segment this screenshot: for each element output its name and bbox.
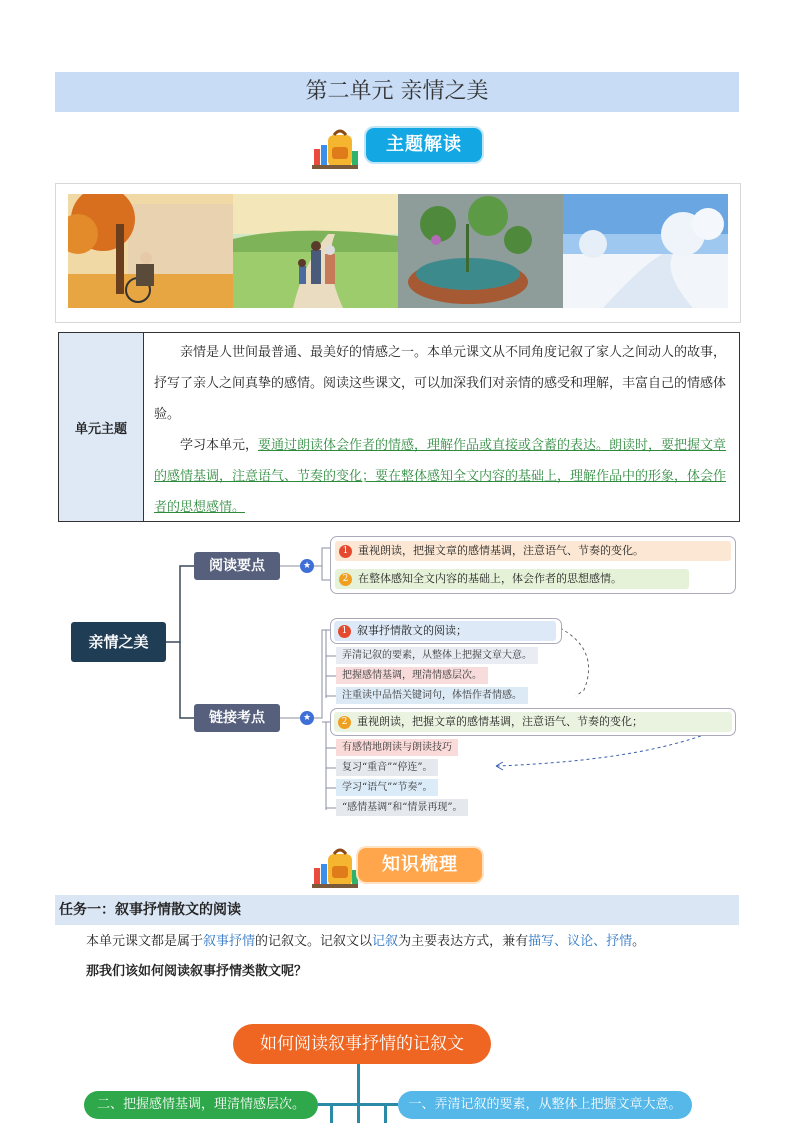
mindmap-root: 亲情之美	[71, 622, 166, 662]
lotus-basin-image	[398, 194, 563, 308]
unit-theme-table	[58, 332, 740, 522]
reading-point-1-text: 重视朗读，把握文章的感情基调，注意语气、节奏的变化。	[358, 544, 644, 557]
exam-point-2	[330, 708, 736, 736]
exam-point-1-leaf-1: 弄清记叙的要素，从整体上把握文章大意。	[336, 647, 538, 664]
unit-theme-body	[154, 337, 732, 523]
theme-paragraph-2	[154, 430, 732, 523]
photo-strip	[55, 183, 741, 323]
exam-point-2-leaf-2: 复习“重音”“停连”。	[336, 759, 438, 776]
flowchart-title: 如何阅读叙事抒情的记叙文	[233, 1024, 491, 1064]
exam-point-1-text: 叙事抒情散文的阅读；	[357, 624, 467, 637]
mindmap-branch-exam: 链接考点	[194, 704, 280, 732]
exam-point-2-leaf-3: 学习“语气”“节奏”。	[336, 779, 438, 796]
knowledge-badge-label: 知识梳理	[358, 848, 482, 882]
star-icon: ★	[300, 711, 314, 725]
flowchart-node-right: 一、弄清记叙的要素，从整体上把握文章大意。	[398, 1091, 692, 1119]
exam-point-1	[330, 618, 562, 644]
schoolbag-icon	[310, 127, 360, 171]
autumn-scene-image	[68, 194, 233, 308]
unit-theme-label: 单元主题	[59, 333, 144, 521]
flowchart-node-left: 二、把握感情基调，理清情感层次。	[84, 1091, 318, 1119]
number-badge: 2	[339, 573, 352, 586]
theme-paragraph-2-highlight: 要通过朗读体会作者的情感，理解作品或直接或含蓄的表达。朗读时，要把握文章的感情基调，注意语气、节奏的变化；要在整体感知全文内容的基础上，理解作品中的形象，体会作者的思想感情。	[154, 438, 727, 515]
task-1-question: 那我们该如何阅读叙事抒情类散文呢？	[86, 964, 308, 979]
reading-point-2	[335, 569, 689, 589]
schoolbag-icon	[310, 846, 360, 890]
badge-knowledge	[310, 846, 360, 894]
number-badge: 1	[338, 625, 351, 638]
reading-points-group	[330, 536, 736, 594]
family-walk-image	[233, 194, 398, 308]
exam-point-1-leaf-3: 注重读中品悟关键词句，体悟作者情感。	[336, 687, 528, 704]
number-badge: 2	[338, 716, 351, 729]
exam-point-1-leaf-2: 把握感情基调，理清情感层次。	[336, 667, 488, 684]
exam-point-2-leaf-4: “感情基调”和“情景再现”。	[336, 799, 468, 816]
page-title: 第二单元 亲情之美	[55, 72, 739, 112]
theme-paragraph-2-lead: 学习本单元，	[180, 438, 259, 453]
theme-paragraph-1: 亲情是人世间最普通、最美好的情感之一。本单元课文从不同角度记叙了家人之间动人的故事，抒写了亲人之间真挚的感情。阅读这些课文，可以加深我们对亲情的感受和理解，丰富自己的情感体验。	[154, 345, 727, 422]
number-badge: 1	[339, 545, 352, 558]
mindmap-branch-reading: 阅读要点	[194, 552, 280, 580]
snow-road-image	[563, 194, 728, 308]
exam-point-2-text: 重视朗读，把握文章的感情基调，注意语气、节奏的变化；	[357, 715, 643, 728]
reading-point-1	[335, 541, 731, 561]
task-1-title: 任务一：叙事抒情散文的阅读	[55, 895, 739, 925]
exam-point-2-leaf-1: 有感情地朗读与朗读技巧	[336, 739, 458, 756]
task-1-intro: 本单元课文都是属于叙事抒情的记叙文。记叙文以记叙为主要表达方式，兼有描写、议论、抒情。	[86, 934, 646, 949]
badge-theme	[310, 127, 360, 175]
reading-point-2-text: 在整体感知全文内容的基础上，体会作者的思想感情。	[358, 572, 622, 585]
star-icon: ★	[300, 559, 314, 573]
theme-badge-label: 主题解读	[366, 128, 482, 162]
